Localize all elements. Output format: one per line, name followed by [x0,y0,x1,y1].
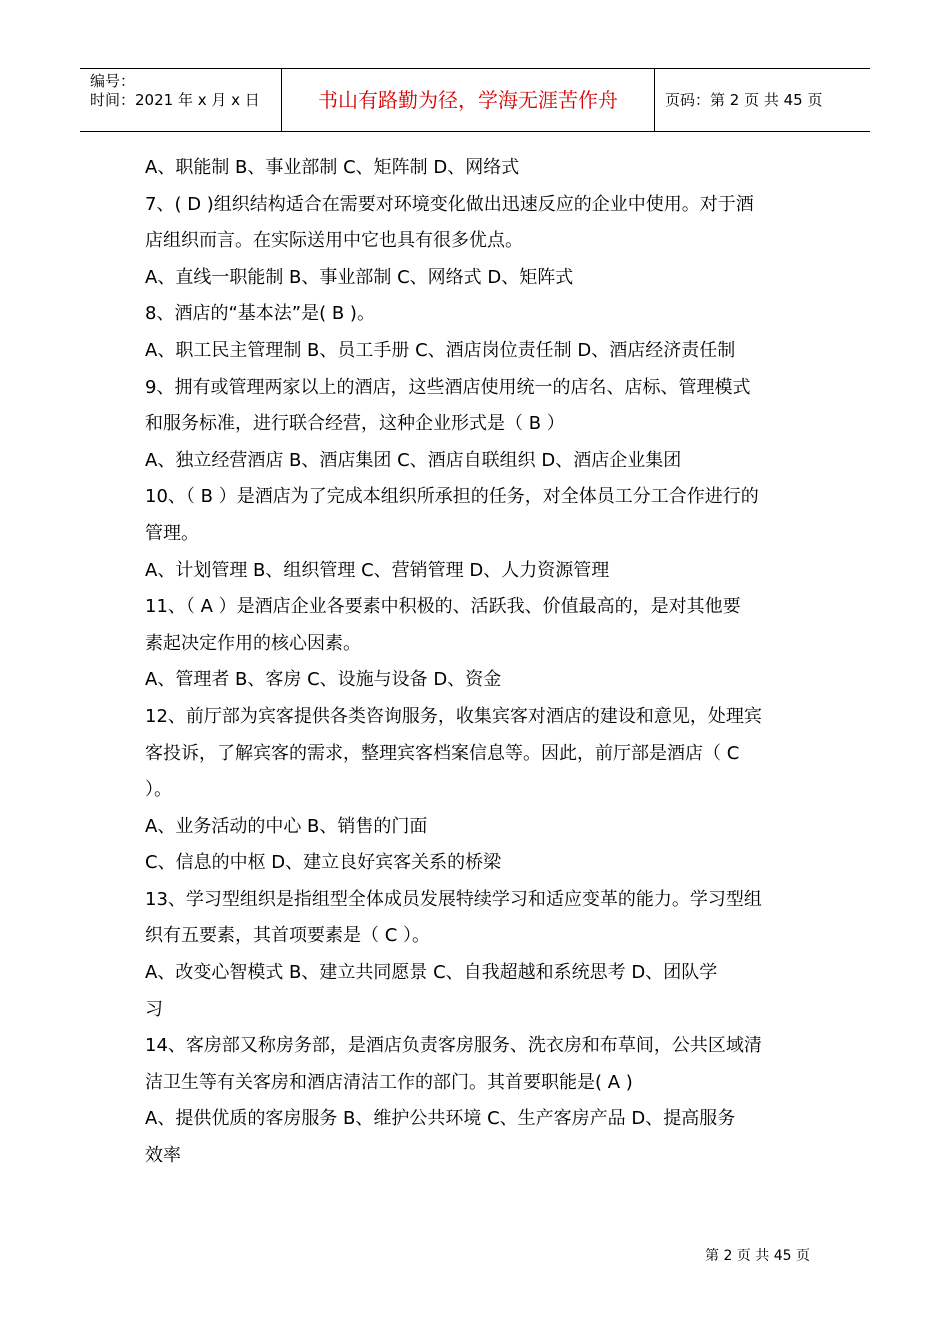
text-line: 洁卫生等有关客房和酒店清洁工作的部门。其首要职能是( A ) [145,1071,633,1093]
text-line: A、职工民主管理制 B、员工手册 C、酒店岗位责任制 D、酒店经济责任制 [145,339,736,361]
header-page-info: 页码：第 2 页 共 45 页 [665,91,823,109]
text-line: A、提供优质的客房服务 B、维护公共环境 C、生产客房产品 D、提高服务 [145,1108,736,1130]
text-line: 素起决定作用的核心因素。 [145,632,361,654]
text-line: A、业务活动的中心 B、销售的门面 [145,815,428,837]
text-line: 11、（ A ）是酒店企业各要素中积极的、活跃我、价值最高的，是对其他要 [145,596,741,618]
header-page-cell [655,69,870,131]
page-header [80,68,870,132]
text-line: A、直线一职能制 B、事业部制 C、网络式 D、矩阵式 [145,266,574,288]
text-line: 习 [145,998,163,1020]
text-line: 9、拥有或管理两家以上的酒店，这些酒店使用统一的店名、店标、管理模式 [145,376,751,398]
header-motto-cell [282,69,655,131]
text-line: 12、前厅部为宾客提供各类咨询服务，收集宾客对酒店的建设和意见，处理宾 [145,705,762,727]
text-line: A、改变心智模式 B、建立共同愿景 C、自我超越和系统思考 D、团队学 [145,962,718,984]
motto-text: 书山有路勤为径，学海无涯苦作舟 [318,88,618,112]
text-line: 10、（ B ）是酒店为了完成本组织所承担的任务，对全体员工分工合作进行的 [145,486,759,508]
text-line: 效率 [145,1145,181,1167]
text-line: A、职能制 B、事业部制 C、矩阵制 D、网络式 [145,157,520,178]
text-line: 和服务标准，进行联合经营，这种企业形式是（ B ） [145,413,565,435]
text-line: A、独立经营酒店 B、酒店集团 C、酒店自联组织 D、酒店企业集团 [145,449,682,471]
text-line: 13、学习型组织是指组型全体成员发展特续学习和适应变革的能力。学习型组 [145,888,762,910]
text-line: 织有五要素，其首项要素是（ C ）。 [145,925,431,947]
date-label: 时间：2021 年 x 月 x 日 [90,91,260,109]
text-line: 14、客房部又称房务部，是酒店负责客房服务、洗衣房和布草间，公共区域清 [145,1035,762,1057]
text-line: 客投诉，了解宾客的需求，整理宾客档案信息等。因此，前厅部是酒店（ C [145,742,740,764]
text-line: ）。 [145,779,172,801]
text-line: A、管理者 B、客房 C、设施与设备 D、资金 [145,669,502,691]
text-line: C、信息的中枢 D、建立良好宾客关系的桥梁 [145,852,502,874]
text-line: 7、( D )组织结构适合在需要对环境变化做出迅速反应的企业中使用。对于酒 [145,193,754,215]
text-line: 店组织而言。在实际送用中它也具有很多优点。 [145,230,523,252]
document-body [145,150,810,1175]
serial-number-label: 编号： [90,72,136,90]
text-line: 8、酒店的“基本法”是( B )。 [145,303,375,325]
page-footer: 第 2 页 共 45 页 [705,1248,810,1264]
header-meta-cell [80,69,282,131]
text-line: A、计划管理 B、组织管理 C、营销管理 D、人力资源管理 [145,559,610,581]
text-line: 管理。 [145,522,199,544]
